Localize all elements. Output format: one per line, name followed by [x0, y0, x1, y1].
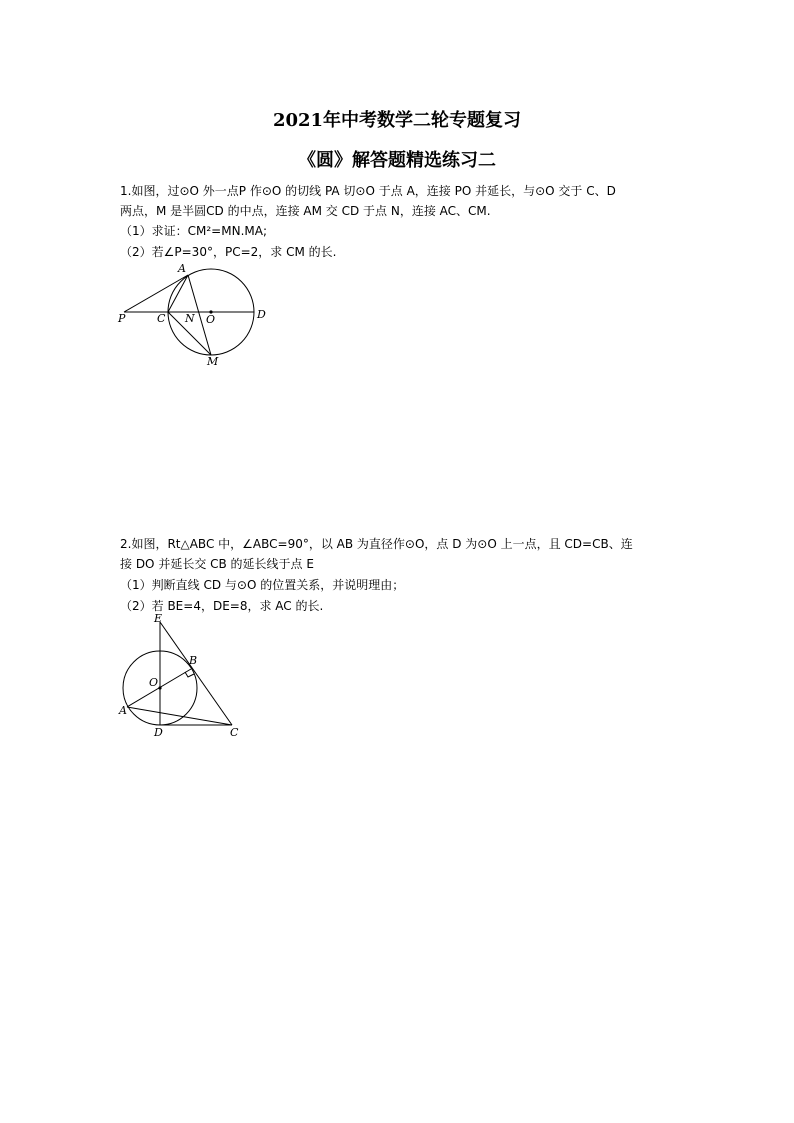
q2-text-line2: 接 DO 并延长交 CB 的延长线于点 E	[120, 557, 314, 571]
q1-label-P: P	[118, 312, 126, 325]
q1-label-A: A	[178, 262, 186, 275]
q2-line-AC	[127, 707, 232, 725]
q1-label-D: D	[257, 308, 266, 321]
q2-label-E: E	[154, 612, 163, 625]
q2-label-D: D	[154, 726, 163, 739]
q2-part2: （2）若 BE=4，DE=8，求 AC 的长.	[120, 599, 324, 613]
q2-right-angle-mark	[185, 672, 194, 677]
q2-center-dot	[158, 686, 161, 689]
q2-line-EC	[160, 622, 232, 725]
q1-label-O: O	[206, 313, 216, 326]
q1-label-M: M	[207, 355, 219, 368]
q2-figure	[110, 612, 250, 740]
q2-label-A: A	[119, 704, 127, 717]
q2-text-line1: 2.如图，Rt△ABC 中，∠ABC=90°，以 AB 为直径作⊙O，点 D 为⊙O 上一点，且 CD=CB、连	[120, 537, 633, 551]
q1-part1: （1）求证：CM²=MN.MA;	[120, 224, 267, 238]
document-subtitle: 《圆》解答题精选练习二	[298, 150, 496, 171]
document-title: 2021年中考数学二轮专题复习	[272, 110, 522, 131]
q1-label-C: C	[157, 312, 166, 325]
q1-part2: （2）若∠P=30°，PC=2，求 CM 的长.	[120, 245, 337, 259]
q2-part1: （1）判断直线 CD 与⊙O 的位置关系，并说明理由；	[120, 578, 405, 592]
q2-label-C: C	[230, 726, 239, 739]
q1-label-N: N	[185, 312, 195, 325]
q2-label-O: O	[149, 676, 159, 689]
q1-figure	[110, 258, 280, 370]
q1-text-line1: 1.如图，过⊙O 外一点P 作⊙O 的切线 PA 切⊙O 于点 A，连接 PO 并延长，与⊙O 交于 C、D	[120, 184, 616, 198]
q2-label-B: B	[189, 654, 198, 667]
q1-text-line2: 两点，M 是半圆CD 的中点，连接 AM 交 CD 于点 N，连接 AC、CM.	[120, 204, 491, 218]
